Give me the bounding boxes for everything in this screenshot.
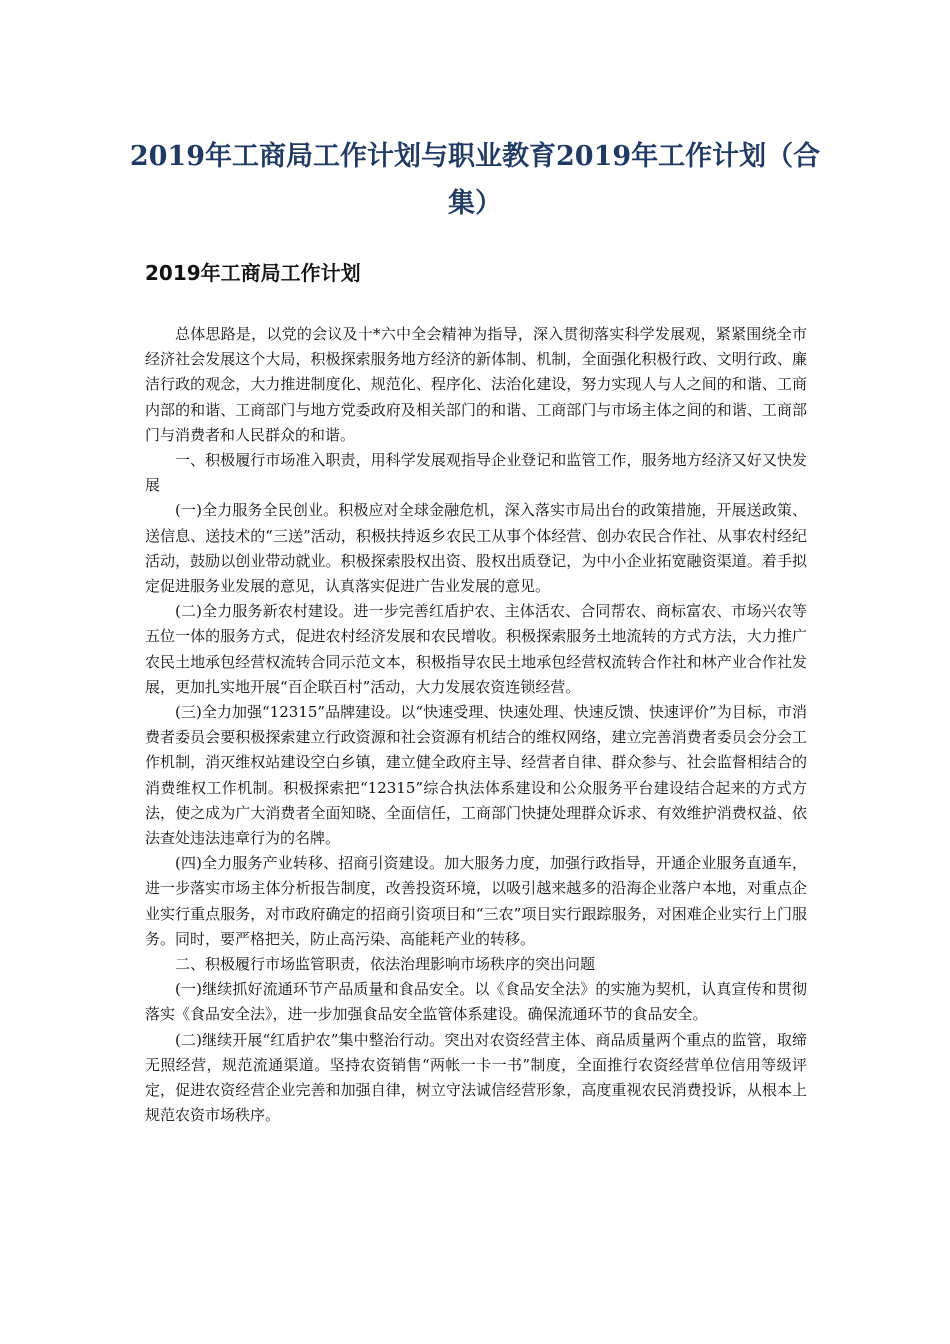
document-body (145, 322, 807, 1129)
paragraph: (一)全力服务全民创业。积极应对全球金融危机，深入落实市局出台的政策措施，开展送政策、送信息、送技术的“三送”活动，积极扶持返乡农民工从事个体经营、创办农民合作社、从事农村经纪活动，鼓励以创业带动就业。积极探索股权出资、股权出质登记，为中小企业拓宽融资渠道。着手拟定促进服务业发展的意见，认真落实促进广告业发展的意见。 (145, 501, 807, 596)
section-heading: 2019年工商局工作计划 (145, 261, 361, 285)
paragraph: (二)继续开展“红盾护农”集中整治行动。突出对农资经营主体、商品质量两个重点的监管，取缔无照经营，规范流通渠道。坚持农资销售“两帐一卡一书”制度，全面推行农资经营单位信用等级评定，促进农资经营企业完善和加强自律，树立守法诚信经营形象，高度重视农民消费投诉，从根本上规范农资市场秩序。 (145, 1030, 807, 1125)
paragraph: 一、积极履行市场准入职责，用科学发展观指导企业登记和监管工作，服务地方经济又好又快发展 (145, 451, 807, 495)
paragraph: 二、积极履行市场监管职责，依法治理影响市场秩序的突出问题 (175, 955, 596, 974)
paragraph: (三)全力加强“12315”品牌建设。以“快速受理、快速处理、快速反馈、快速评价”为目标，市消费者委员会要积极探索建立行政资源和社会资源有机结合的维权网络，建立完善消费者委员会分会工作机制，消灭维权站建设空白乡镇，建立健全政府主导、经营者自律、群众参与、社会监督相结合的消费维权工作机制。积极探索把“12315”综合执法体系建设和公众服务平台建设结合起来的方式方法，使之成为广大消费者全面知晓、全面信任，工商部门快捷处理群众诉求、有效维护消费权益、依法查处违法违章行为的名牌。 (145, 703, 807, 848)
paragraph: 总体思路是，以党的会议及十*六中全会精神为指导，深入贯彻落实科学发展观，紧紧围绕全市经济社会发展这个大局，积极探索服务地方经济的新体制、机制，全面强化积极行政、文明行政、廉洁行政的观念，大力推进制度化、规范化、程序化、法治化建设，努力实现人与人之间的和谐、工商内部的和谐、工商部门与地方党委政府及相关部门的和谐、工商部门与市场主体之间的和谐、工商部门与消费者和人民群众的和谐。 (145, 325, 807, 444)
paragraph: (二)全力服务新农村建设。进一步完善红盾护农、主体活农、合同帮农、商标富农、市场兴农等五位一体的服务方式，促进农村经济发展和农民增收。积极探索服务土地流转的方式方法，大力推广农民土地承包经营权流转合同示范文本，积极指导农民土地承包经营权流转合作社和林产业合作社发展，更加扎实地开展“百企联百村”活动，大力发展农资连锁经营。 (145, 602, 807, 696)
document-title: 2019年工商局工作计划与职业教育2019年工作计划（合集） (129, 141, 821, 219)
paragraph: (一)继续抓好流通环节产品质量和食品安全。以《食品安全法》的实施为契机，认真宣传和贯彻落实《食品安全法》，进一步加强食品安全监管体系建设。确保流通环节的食品安全。 (145, 980, 807, 1024)
paragraph: (四)全力服务产业转移、招商引资建设。加大服务力度，加强行政指导，开通企业服务直通车，进一步落实市场主体分析报告制度，改善投资环境，以吸引越来越多的沿海企业落户本地，对重点企业实行重点服务，对市政府确定的招商引资项目和“三农”项目实行跟踪服务，对困难企业实行上门服务。同时，要严格把关，防止高污染、高能耗产业的转移。 (145, 854, 807, 948)
